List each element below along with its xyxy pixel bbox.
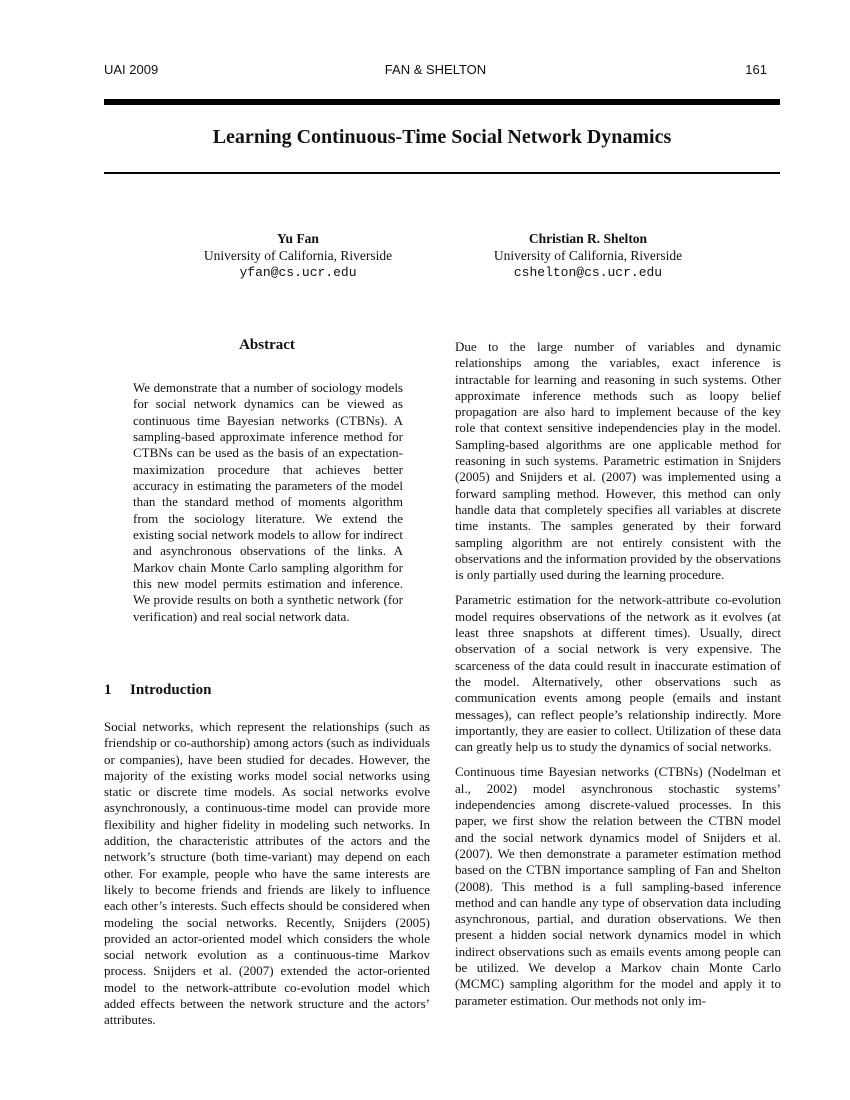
abstract-text: We demonstrate that a number of sociology models for social network dynamics can be viewed as continuous time Bayesian networks (CTBNs). A sampling-based approximate inference method for CTBNs can be used as the basis of an expectation-maximization procedure that achieves better accuracy in estimating the parameters of the model than the standard method of moments algorithm from the sociology literature. We extend the existing social network models to allow for indirect and asynchronous observations of the links. A Markov chain Monte Carlo sampling algorithm for this new model permits estimation and inference. We provide results on both a synthetic network (for verification) and real social network data. <box>133 380 403 624</box>
title-top-rule <box>104 99 780 105</box>
body-paragraph: Parametric estimation for the network-attribute co-evolution model requires observations of the network as it evolves (at least three snapshots at different times). Usually, direct observation of a social network is very expensive. The scarceness of the data could result in inaccurate estimation of the model. Alternatively, other observations such as communication events among people (emails and instant messages), can reflect people’s relationship indirectly. More importantly, they are easier to collect. Utilization of these data can greatly help us to study the dynamics of social networks. <box>455 592 781 755</box>
paper-title: Learning Continuous-Time Social Network Dynamics <box>212 126 672 148</box>
section-number: 1 <box>104 682 112 698</box>
body-paragraph: Social networks, which represent the relationships (such as friendship or co-authorship) among actors (such as individuals or companies), have been studied for decades. However, the majority of the existing works model social networks using static or discrete time models. As social networks evolve asynchronously, a continuous-time model can provide more flexibility and higher fidelity in modeling such networks. In addition, the characteristic attributes of the actors and the network’s structure (both time-variant) may depend on each other. For example, people who have the same interests are likely to become friends and friends are likely to influence each other’s interests. Such effects should be considered when modeling the social networks. Recently, Snijders (2005) provided an actor-oriented model which considers the whole social network evolution as a continuous-time Markov process. Snijders et al. (2007) extended the actor-oriented model to the network-attribute co-evolution model which added effects between the network structure and the actors’ attributes. <box>104 719 430 1028</box>
left-column <box>104 719 430 1029</box>
author-block <box>448 230 728 281</box>
author-name: Christian R. Shelton <box>528 231 648 246</box>
author-affiliation: University of California, Riverside <box>203 248 393 263</box>
body-paragraph: Due to the large number of variables and dynamic relationships among the variables, exact inference is intractable for learning and reasoning in such systems. Other approximate inference methods such as loopy belief propagation are also hard to implement because of the key role that context sensitive independencies play in the model. Sampling-based algorithms are one applicable method for reasoning in such systems. Parametric estimation in Snijders (2005) and Snijders et al. (2007) was implemented using a forward sampling method. However, this method can only handle data that completely specifies all variables at discrete time instants. The samples generated by their forward sampling algorithm are not entirely consistent with the observations and the information provided by the observations is only partially used during the learning procedure. <box>455 339 781 583</box>
author-email: cshelton@cs.ucr.edu <box>513 265 663 280</box>
author-email: yfan@cs.ucr.edu <box>239 265 357 280</box>
author-affiliation: University of California, Riverside <box>493 248 683 263</box>
section-title: Introduction <box>130 682 212 698</box>
page-number: 161 <box>745 62 767 77</box>
venue-label: UAI 2009 <box>104 62 159 77</box>
running-title: FAN & SHELTON <box>384 62 487 77</box>
running-header <box>104 62 767 80</box>
abstract-heading: Abstract <box>239 337 295 353</box>
author-name: Yu Fan <box>277 231 319 246</box>
title-bottom-rule <box>104 172 780 174</box>
right-column <box>455 339 781 1009</box>
body-paragraph: Continuous time Bayesian networks (CTBNs) (Nodelman et al., 2002) model asynchronous stochastic systems’ independencies among discrete-valued processes. In this paper, we first show the relation between the CTBN model and the social network dynamics model of Snijders et al. (2007). We then demonstrate a parameter estimation method based on the CTBN importance sampling of Fan and Shelton (2008). This method is a full sampling-based inference method and can handle any type of observation data including asynchronous, partial, and duration observations. We then present a hidden social network dynamics model in which indirect observations such as emails events among people can be utilized. We develop a Markov chain Monte Carlo (MCMC) sampling algorithm for the model and apply it to parameter estimation. Our methods not only im- <box>455 764 781 1008</box>
author-block <box>158 230 438 281</box>
section-heading-introduction <box>104 682 211 699</box>
